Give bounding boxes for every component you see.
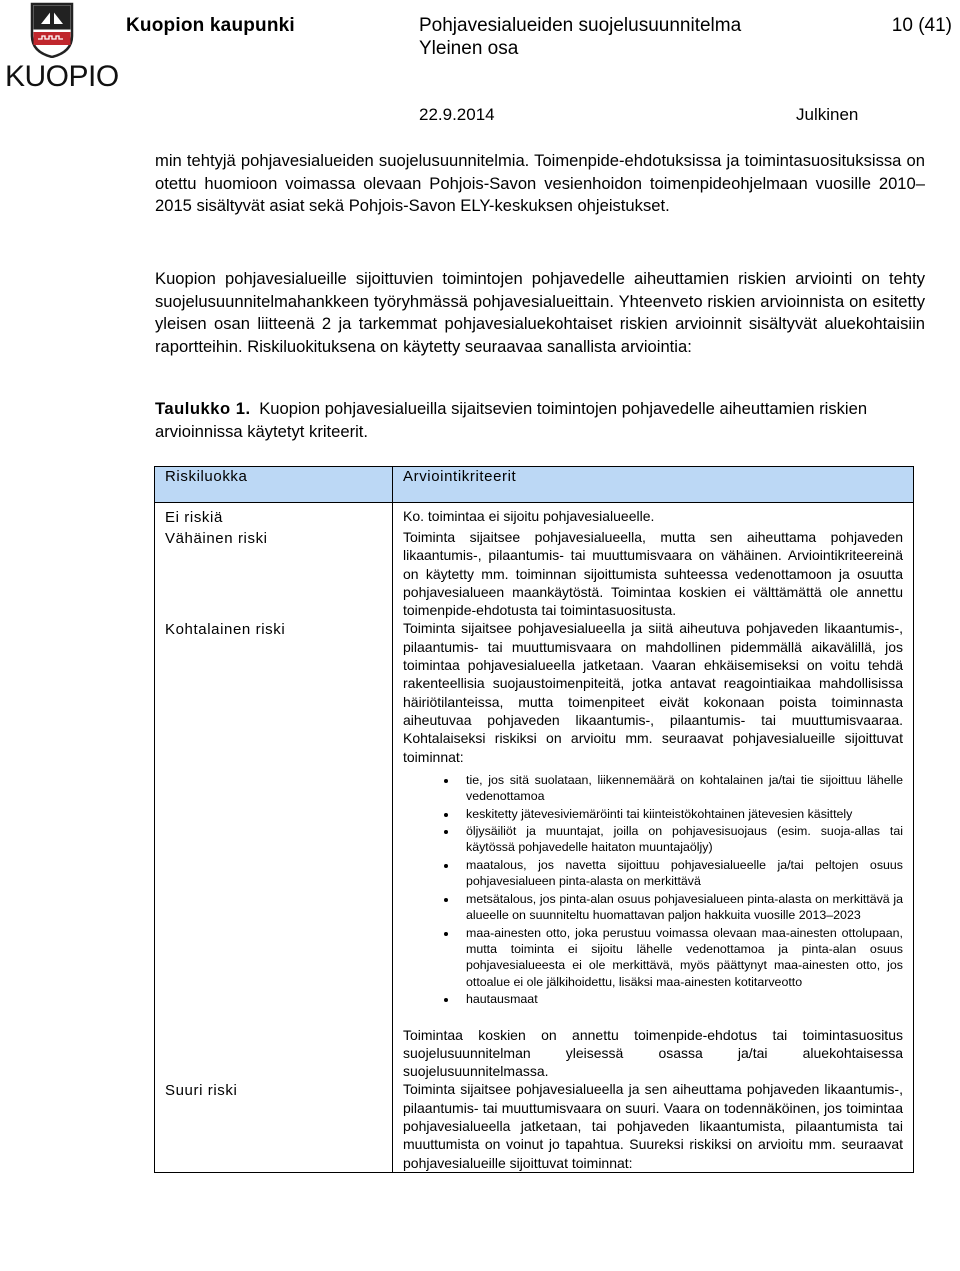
criteria-cell: Ko. toimintaa ei sijoitu pohjavesialueelle.: [393, 507, 914, 528]
table-row: [155, 507, 914, 528]
criteria-followup-text: Toimintaa koskien on annettu toimenpide-ehdotus tai toimintasuositus suojelusuunnitelman yleisessä osassa ja/tai aluekohtaisessa suojelusuunnitelmassa.: [403, 1026, 903, 1080]
table-caption-label: Taulukko 1.: [155, 399, 251, 418]
table-row: [155, 1080, 914, 1172]
risk-class-cell: Kohtalainen riski: [155, 619, 393, 1080]
list-item: • tie, jos sitä suolataan, liikennemäärä on kohtalainen ja/tai tie sijoittuu lähelle vedenottamoa: [458, 772, 903, 805]
list-item: • maatalous, jos navetta sijoittuu pohjavesialueelle ja/tai peltojen osuus pohjavesialueen pinta-alasta on merkittävä: [458, 857, 903, 890]
table-caption-text: Kuopion pohjavesialueilla sijaitsevien toimintojen pohjavedelle aiheuttamien riskien arvioinnissa käytetyt kriteerit.: [155, 399, 868, 441]
paragraph: Kuopion pohjavesialueille sijoittuvien toimintojen pohjavedelle aiheuttamien riskien arviointi on tehty suojelusuunnitelmahankkeen työryhmässä pohjavesialueittain. Yhteenveto riskien arvioinnista on esitetty yleisen osan liitteenä 2 ja tarkemmat pohjavesialuekohtaiset riskien arvioinnit sisältyvät aluekohtaisiin raportteihin. Riskiluokituksena on käytetty seuraavaa sanallista arviointia:: [155, 269, 925, 356]
criteria-text: Toiminta sijaitsee pohjavesialueella ja siitä aiheutuva pohjaveden likaantumis-, pilaantumis- tai muuttumisvaara on mahdollinen pidemmällä aikavälillä, jos toimintaa pohjavesialueella jatketaan. Vaaran ehkäisemiseksi on voitu tehdä rakenteellisia suojaustoimenpiteitä, jotka antavat reagointiaikaa mahdollisissa häiriötilanteissa, mutta toimenpiteet eivät kokonaan poista toiminnasta aiheutuvaa pohjaveden likaantumis-, pilaantumis- tai muuttumisvaaraa. Kohtalaiseksi riskiksi on arvioitu mm. seuraavat pohjavesialueille sijoittuvat toiminnat:: [403, 620, 903, 765]
list-item: • metsätalous, jos pinta-alan osuus pohjavesialueen pinta-alasta on merkittävä ja alueelle on suunniteltu huomattavan paljon hakkuita vuosille 2013–2023: [458, 891, 903, 924]
list-item: • hautausmaat: [458, 991, 903, 1007]
document-classification: Julkinen: [796, 105, 859, 124]
kuopio-logo: [3, 0, 119, 96]
risk-class-cell: Suuri riski: [155, 1080, 393, 1172]
column-header-criteria: Arviointikriteerit: [393, 467, 914, 503]
page-number: 10 (41): [891, 15, 952, 36]
column-header-risk-class: Riskiluokka: [155, 467, 393, 503]
coat-of-arms-icon: [29, 2, 75, 58]
document-title: Pohjavesialueiden suojelusuunnitelma: [419, 15, 742, 36]
criteria-cell: [393, 619, 914, 1080]
criteria-cell: Toiminta sijaitsee pohjavesialueella, mutta sen aiheuttama pohjaveden likaantumis-, pilaantumis- tai muuttumisvaara on vähäinen. Arviointikriteereinä on käytetty mm. toiminnan sijoittumista suhteessa vedenottamoon ja osuutta pohjavesialueen maankäytöstä. Toimintaa koskien ei välttämättä ole annettu toimenpide-ehdotusta tai toimintasuositusta.: [393, 528, 914, 619]
list-item: • maa-ainesten otto, joka perustuu voimassa olevaan maa-ainesten ottolupaan, mutta toiminta ei sijoitu lähelle vedenottamoa ja pinta-alan osuus pohjavesialueesta ei ole merkittävä, myös päättynyt maa-ainesten otto, jos ottoalue ei ole jälkihoidettu, lisäksi maa-ainesten kotitarveotto: [458, 925, 903, 991]
list-item: • keskitetty jätevesiviemäröinti tai kiinteistökohtainen jätevesien käsittely: [458, 806, 903, 822]
page-header: [0, 0, 960, 135]
list-item: • öljysäiliöt ja muuntajat, joilla on pohjavesisuojaus (esim. suoja-allas tai käytössä pohjavedelle haitaton muuntajaöljy): [458, 823, 903, 856]
risk-class-cell: Ei riskiä: [155, 507, 393, 528]
document-subtitle: Yleinen osa: [419, 38, 519, 59]
table-row: [155, 619, 914, 1080]
table-caption: [155, 398, 925, 443]
organization-name: Kuopion kaupunki: [126, 15, 295, 36]
logo-wordmark: KUOPIO: [5, 60, 119, 93]
paragraph: min tehtyjä pohjavesialueiden suojelusuunnitelmia. Toimenpide-ehdotuksissa ja toimintasuosituksissa on otettu huomioon voimassa olevaan Pohjois-Savon vesienhoidon toimenpideohjelmaan vuosille 2010–2015 sisältyvät asiat sekä Pohjois-Savon ELY-keskuksen ohjeistukset.: [155, 151, 925, 215]
document-date: 22.9.2014: [419, 105, 495, 124]
activity-list: [403, 772, 903, 1008]
criteria-cell: Toiminta sijaitsee pohjavesialueella ja sen aiheuttama pohjaveden likaantumis-, pilaantumis- tai muuttumisvaara on suuri. Vaara on todennäköinen, jos toimintaa pohjavesialueella jatketaan, tai pohjaveden likaantumista, pilaantumista tai muuttumista on voinut jo tapahtua. Suureksi riskiksi on arvioitu mm. seuraavat pohjavesialueille sijoittuvat toiminnat:: [393, 1080, 914, 1172]
risk-criteria-table: [154, 466, 914, 1173]
risk-class-cell: Vähäinen riski: [155, 528, 393, 619]
table-row: [155, 528, 914, 619]
table-header-row: [155, 467, 914, 503]
